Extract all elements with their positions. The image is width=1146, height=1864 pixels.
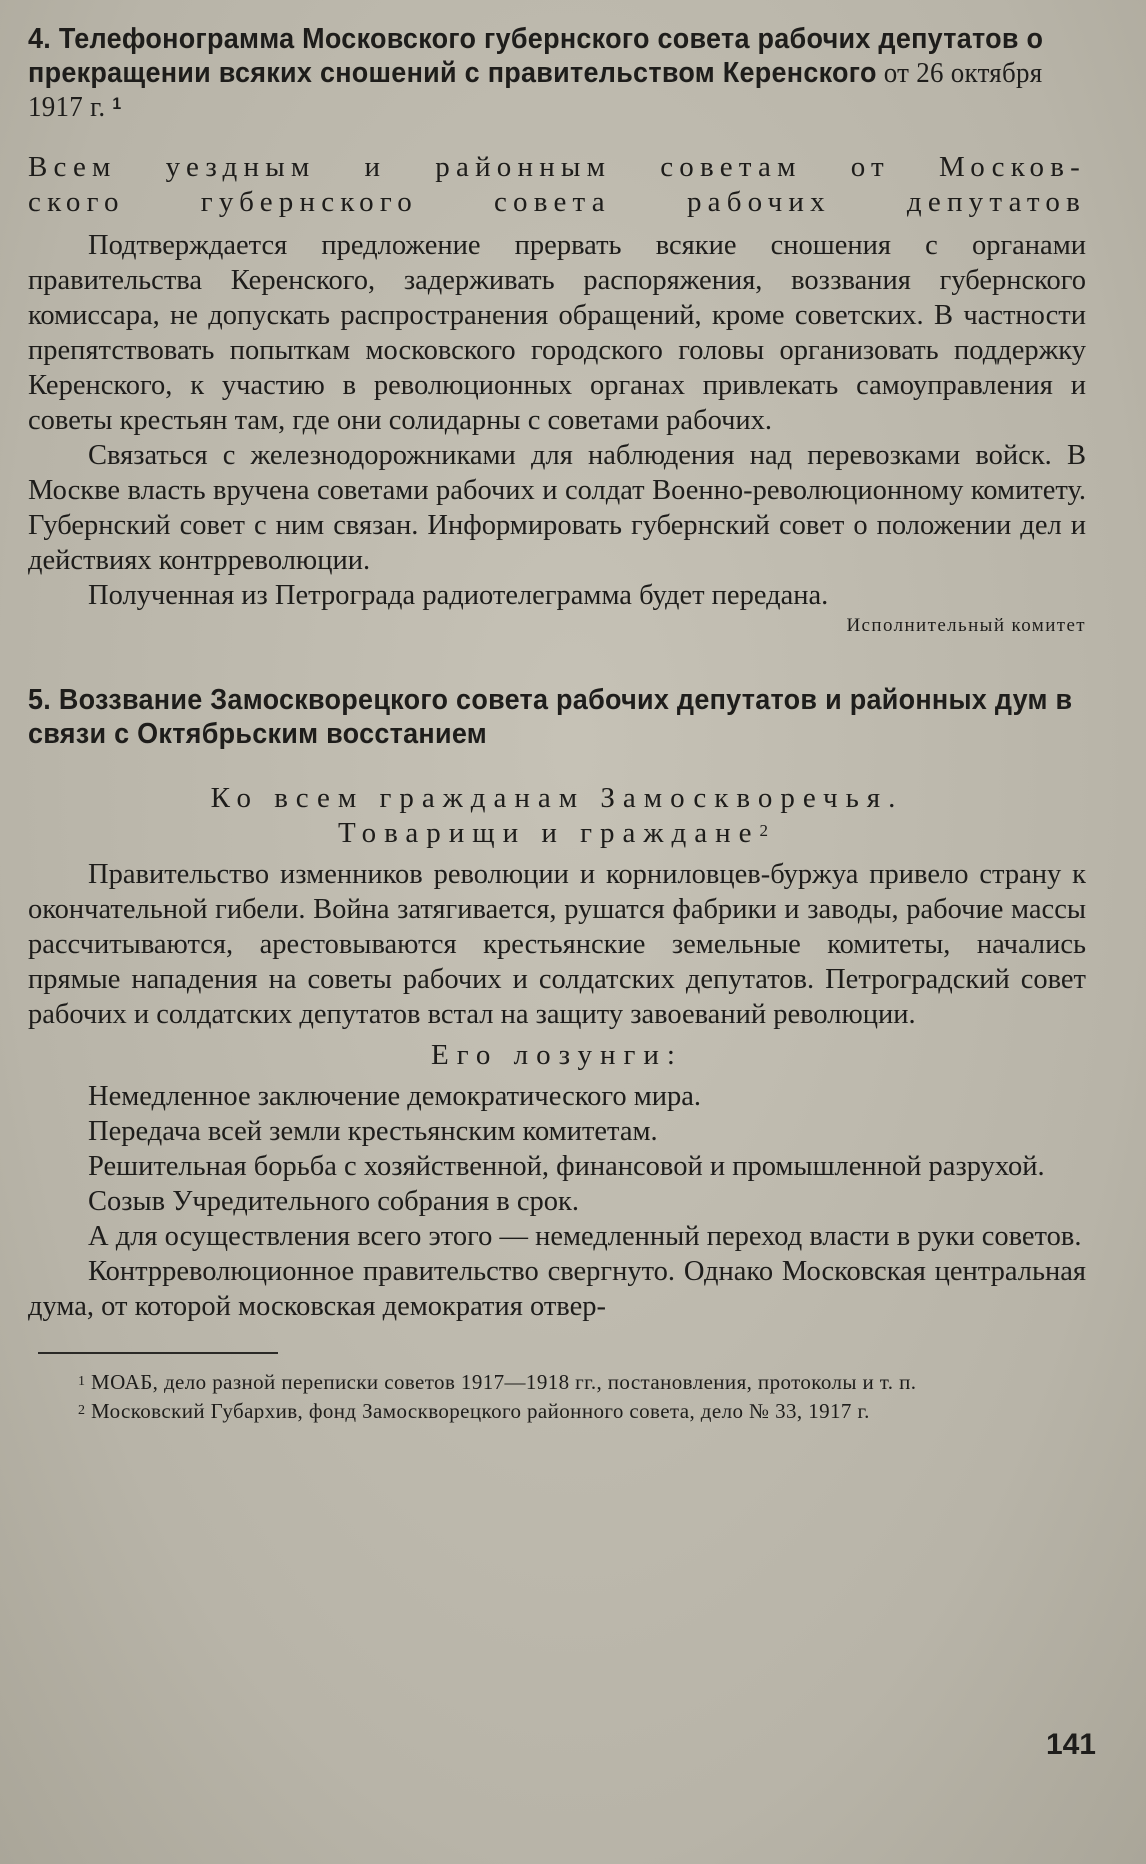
section-4-paragraph: Подтверждается предложение прервать всякие сношения с органами правительства Керенского, задерживать распоряжения, воззвания губернского комиссара, не допускать распространения обращений, кроме советских. В частности препятствовать попыткам московского городского головы организовать поддержку Керенского, к участию в революционных органах привлекать самоуправления и советы крестьян там, где они солидарны с советами рабочих. xyxy=(28,230,1086,436)
section-4-address-line-1: Всем уездным и районным советам от Москов- xyxy=(28,151,1086,183)
section-5-paragraph: Правительство изменников революции и корниловцев-буржуа привело страну к окончательной гибели. Война затягивается, рушатся фабрики и заводы, рабочие массы рассчитываются, арестовываются крестьянские земельные комитеты, начались прямые нападения на советы рабочих и солдатских депутатов. Петроградский совет рабочих и солдатских депутатов встал на защиту завоеваний революции. xyxy=(28,859,1086,1030)
footnote-ref-1: 1 xyxy=(112,94,122,113)
section-4-heading xyxy=(28,22,1098,124)
section-4-heading-bold: 4. Телефонограмма Московского губернского совета рабочих депутатов о прекращении всяких сношений с правительством Керенского xyxy=(28,23,1044,89)
slogan-item: Созыв Учредительного собрания в срок. xyxy=(88,1186,579,1217)
slogan-item: Передача всей земли крестьянским комитетам. xyxy=(88,1116,658,1147)
footnote xyxy=(28,1397,1086,1426)
section-4-paragraph: Связаться с железнодорожниками для наблюдения над перевозками войск. В Москве власть вручена советами рабочих и солдат Военно-революционному комитету. Губернский совет с ним связан. Информировать губернский совет о положении дел и действиях контрреволюции. xyxy=(28,440,1086,576)
slogan-item: А для осуществления всего этого — немедленный переход власти в руки советов. xyxy=(88,1221,1082,1252)
slogan-item: Немедленное заключение демократического мира. xyxy=(88,1081,702,1112)
section-4-signature: Исполнительный комитет xyxy=(846,615,1086,636)
slogans-title: Его лозунги: xyxy=(431,1039,683,1071)
footnote-mark: 2 xyxy=(78,1403,86,1418)
section-4-heading-date: от 26 октября 1917 г. xyxy=(28,57,1043,123)
section-5-address-line-2 xyxy=(28,816,1086,851)
section-5-address-line-1: Ко всем гражданам Замоскворечья. xyxy=(210,782,904,814)
footnote-ref-2: 2 xyxy=(759,821,776,840)
page-number: 141 xyxy=(1045,1728,1096,1761)
slogan-item: Решительная борьба с хозяйственной, финансовой и промышленной разрухой. xyxy=(88,1151,1045,1182)
footnote-divider xyxy=(38,1352,278,1354)
section-5-heading: 5. Воззвание Замоскворецкого совета рабочих депутатов и районных дум в связи с Октябрьским восстанием xyxy=(28,684,1073,750)
footnote-text: МОАБ, дело разной переписки советов 1917—1918 гг., постановления, протоколы и т. п. xyxy=(85,1370,917,1394)
footnote-mark: 1 xyxy=(78,1374,86,1389)
section-4-address-line-2: ского губернского совета рабочих депутатов xyxy=(28,186,1086,218)
footnote xyxy=(28,1368,1086,1397)
section-5-address-text: Товарищи и граждане xyxy=(338,817,760,849)
section-5-paragraph: Контрреволюционное правительство свергнуто. Однако Московская центральная дума, от которой московская демократия отвер- xyxy=(28,1256,1086,1322)
section-4-paragraph: Полученная из Петрограда радиотелеграмма будет передана. xyxy=(88,580,829,611)
footnote-text: Московский Губархив, фонд Замоскворецкого районного совета, дело № 33, 1917 г. xyxy=(85,1399,870,1423)
